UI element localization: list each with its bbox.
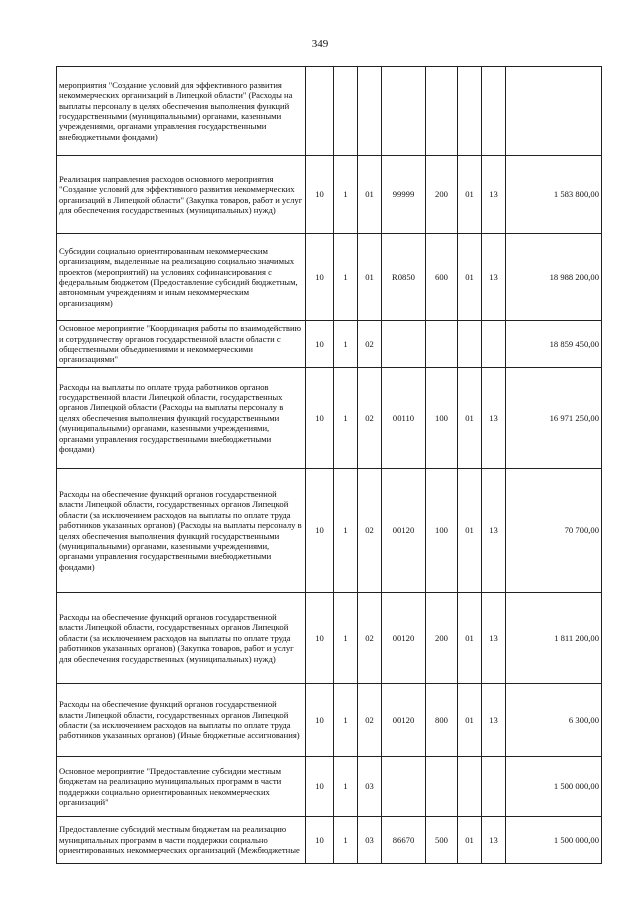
row-amount bbox=[506, 67, 602, 156]
subchapter-code bbox=[482, 757, 506, 817]
table-row bbox=[57, 156, 602, 234]
section-code: 10 bbox=[306, 817, 334, 864]
type-code: 600 bbox=[426, 234, 458, 321]
expense-code: 00120 bbox=[382, 593, 426, 684]
row-description: Предоставление субсидий местным бюджетам на реализацию муниципальных программ в части поддержки социально ориентированных некоммерческих организаций (Межбюджетные bbox=[57, 817, 306, 864]
page-number: 349 bbox=[311, 38, 329, 50]
chapter-code: 01 bbox=[458, 156, 482, 234]
type-code bbox=[426, 67, 458, 156]
program-code: 03 bbox=[358, 757, 382, 817]
program-code: 02 bbox=[358, 593, 382, 684]
expense-code: 00120 bbox=[382, 684, 426, 757]
type-code: 100 bbox=[426, 368, 458, 469]
subsection-code: 1 bbox=[334, 321, 358, 368]
row-amount: 6 300,00 bbox=[506, 684, 602, 757]
subsection-code: 1 bbox=[334, 593, 358, 684]
subchapter-code: 13 bbox=[482, 368, 506, 469]
table-row bbox=[57, 368, 602, 469]
section-code: 10 bbox=[306, 757, 334, 817]
subchapter-code bbox=[482, 321, 506, 368]
subsection-code: 1 bbox=[334, 156, 358, 234]
row-amount: 18 988 200,00 bbox=[506, 234, 602, 321]
expense-code: 00110 bbox=[382, 368, 426, 469]
program-code: 02 bbox=[358, 684, 382, 757]
chapter-code bbox=[458, 757, 482, 817]
row-description: Расходы на обеспечение функций органов государственной власти Липецкой области, государственных органов Липецкой области (за исключением расходов на выплаты по оплате труда работников указанных органов) (Иные бюджетные ассигнования) bbox=[57, 684, 306, 757]
table-row bbox=[57, 817, 602, 864]
type-code: 500 bbox=[426, 817, 458, 864]
expense-code bbox=[382, 67, 426, 156]
row-description: Субсидии социально ориентированным некоммерческим организациям, выделенные на реализацию социально значимых проектов (мероприятий) на условиях софинансирования с федеральным бюджетом (Предоставление субсидий бюджетным, автономным учреждениям и иным некоммерческим организациям) bbox=[57, 234, 306, 321]
row-amount: 1 500 000,00 bbox=[506, 757, 602, 817]
table-row bbox=[57, 234, 602, 321]
section-code: 10 bbox=[306, 593, 334, 684]
chapter-code bbox=[458, 67, 482, 156]
chapter-code bbox=[458, 321, 482, 368]
section-code bbox=[306, 67, 334, 156]
row-amount: 18 859 450,00 bbox=[506, 321, 602, 368]
row-description: Реализация направления расходов основного мероприятия "Создание условий для эффективного развития некоммерческих организаций в Липецкой области" (Закупка товаров, работ и услуг для обеспечения государственных (муниципальных) нужд) bbox=[57, 156, 306, 234]
subsection-code: 1 bbox=[334, 817, 358, 864]
section-code: 10 bbox=[306, 234, 334, 321]
type-code: 200 bbox=[426, 593, 458, 684]
subsection-code: 1 bbox=[334, 469, 358, 593]
program-code: 01 bbox=[358, 234, 382, 321]
expense-code: R0850 bbox=[382, 234, 426, 321]
row-amount: 1 500 000,00 bbox=[506, 817, 602, 864]
subsection-code bbox=[334, 67, 358, 156]
section-code: 10 bbox=[306, 368, 334, 469]
subsection-code: 1 bbox=[334, 684, 358, 757]
row-amount: 16 971 250,00 bbox=[506, 368, 602, 469]
row-amount: 70 700,00 bbox=[506, 469, 602, 593]
budget-table bbox=[56, 66, 602, 864]
subsection-code: 1 bbox=[334, 757, 358, 817]
subsection-code: 1 bbox=[334, 368, 358, 469]
subchapter-code: 13 bbox=[482, 684, 506, 757]
table-row bbox=[57, 757, 602, 817]
type-code: 200 bbox=[426, 156, 458, 234]
subchapter-code bbox=[482, 67, 506, 156]
chapter-code: 01 bbox=[458, 368, 482, 469]
chapter-code: 01 bbox=[458, 469, 482, 593]
program-code: 02 bbox=[358, 469, 382, 593]
row-description: мероприятия "Создание условий для эффективного развития некоммерческих организаций в Липецкой области" (Расходы на выплаты персоналу в целях обеспечения выполнения функций государственными (муниципальными) органами, казенными учреждениями, органами управления государственными внебюджетными фондами) bbox=[57, 67, 306, 156]
row-amount: 1 811 200,00 bbox=[506, 593, 602, 684]
type-code: 800 bbox=[426, 684, 458, 757]
subchapter-code: 13 bbox=[482, 469, 506, 593]
program-code: 02 bbox=[358, 321, 382, 368]
row-description: Основное мероприятие "Предоставление субсидии местным бюджетам на реализацию муниципальных программ в части поддержки социально ориентированных некоммерческих организаций" bbox=[57, 757, 306, 817]
subsection-code: 1 bbox=[334, 234, 358, 321]
type-code bbox=[426, 757, 458, 817]
chapter-code: 01 bbox=[458, 593, 482, 684]
row-description: Расходы на обеспечение функций органов государственной власти Липецкой области, государственных органов Липецкой области (за исключением расходов на выплаты по оплате труда работников указанных органов) (Расходы на выплаты персоналу в целях обеспечения выполнения функций государственными (муниципальными) органами, казенными учреждениями, органами управления государственными внебюджетными фондами) bbox=[57, 469, 306, 593]
subchapter-code: 13 bbox=[482, 817, 506, 864]
section-code: 10 bbox=[306, 156, 334, 234]
row-description: Основное мероприятие "Координация работы по взаимодействию и сотрудничеству органов государственной власти области с общественными объединениями и некоммерческими организациями" bbox=[57, 321, 306, 368]
row-description: Расходы на обеспечение функций органов государственной власти Липецкой области, государственных органов Липецкой области (за исключением расходов на выплаты по оплате труда работников указанных органов) (Закупка товаров, работ и услуг для обеспечения государственных (муниципальных) нужд) bbox=[57, 593, 306, 684]
type-code: 100 bbox=[426, 469, 458, 593]
subchapter-code: 13 bbox=[482, 156, 506, 234]
program-code: 02 bbox=[358, 368, 382, 469]
expense-code: 86670 bbox=[382, 817, 426, 864]
row-amount: 1 583 800,00 bbox=[506, 156, 602, 234]
table-row bbox=[57, 67, 602, 156]
program-code bbox=[358, 67, 382, 156]
expense-code: 00120 bbox=[382, 469, 426, 593]
expense-code bbox=[382, 757, 426, 817]
row-description: Расходы на выплаты по оплате труда работников органов государственной власти Липецкой области, государственных органов Липецкой области (Расходы на выплаты персоналу в целях обеспечения выполнения функций государственными (муниципальными) органами, казенными учреждениями, органами управления государственными внебюджетными фондами) bbox=[57, 368, 306, 469]
type-code bbox=[426, 321, 458, 368]
section-code: 10 bbox=[306, 469, 334, 593]
table-row bbox=[57, 684, 602, 757]
chapter-code: 01 bbox=[458, 234, 482, 321]
chapter-code: 01 bbox=[458, 817, 482, 864]
table-row bbox=[57, 469, 602, 593]
chapter-code: 01 bbox=[458, 684, 482, 757]
program-code: 03 bbox=[358, 817, 382, 864]
table-row bbox=[57, 593, 602, 684]
expense-code: 99999 bbox=[382, 156, 426, 234]
section-code: 10 bbox=[306, 684, 334, 757]
table-row bbox=[57, 321, 602, 368]
subchapter-code: 13 bbox=[482, 593, 506, 684]
expense-code bbox=[382, 321, 426, 368]
section-code: 10 bbox=[306, 321, 334, 368]
subchapter-code: 13 bbox=[482, 234, 506, 321]
program-code: 01 bbox=[358, 156, 382, 234]
